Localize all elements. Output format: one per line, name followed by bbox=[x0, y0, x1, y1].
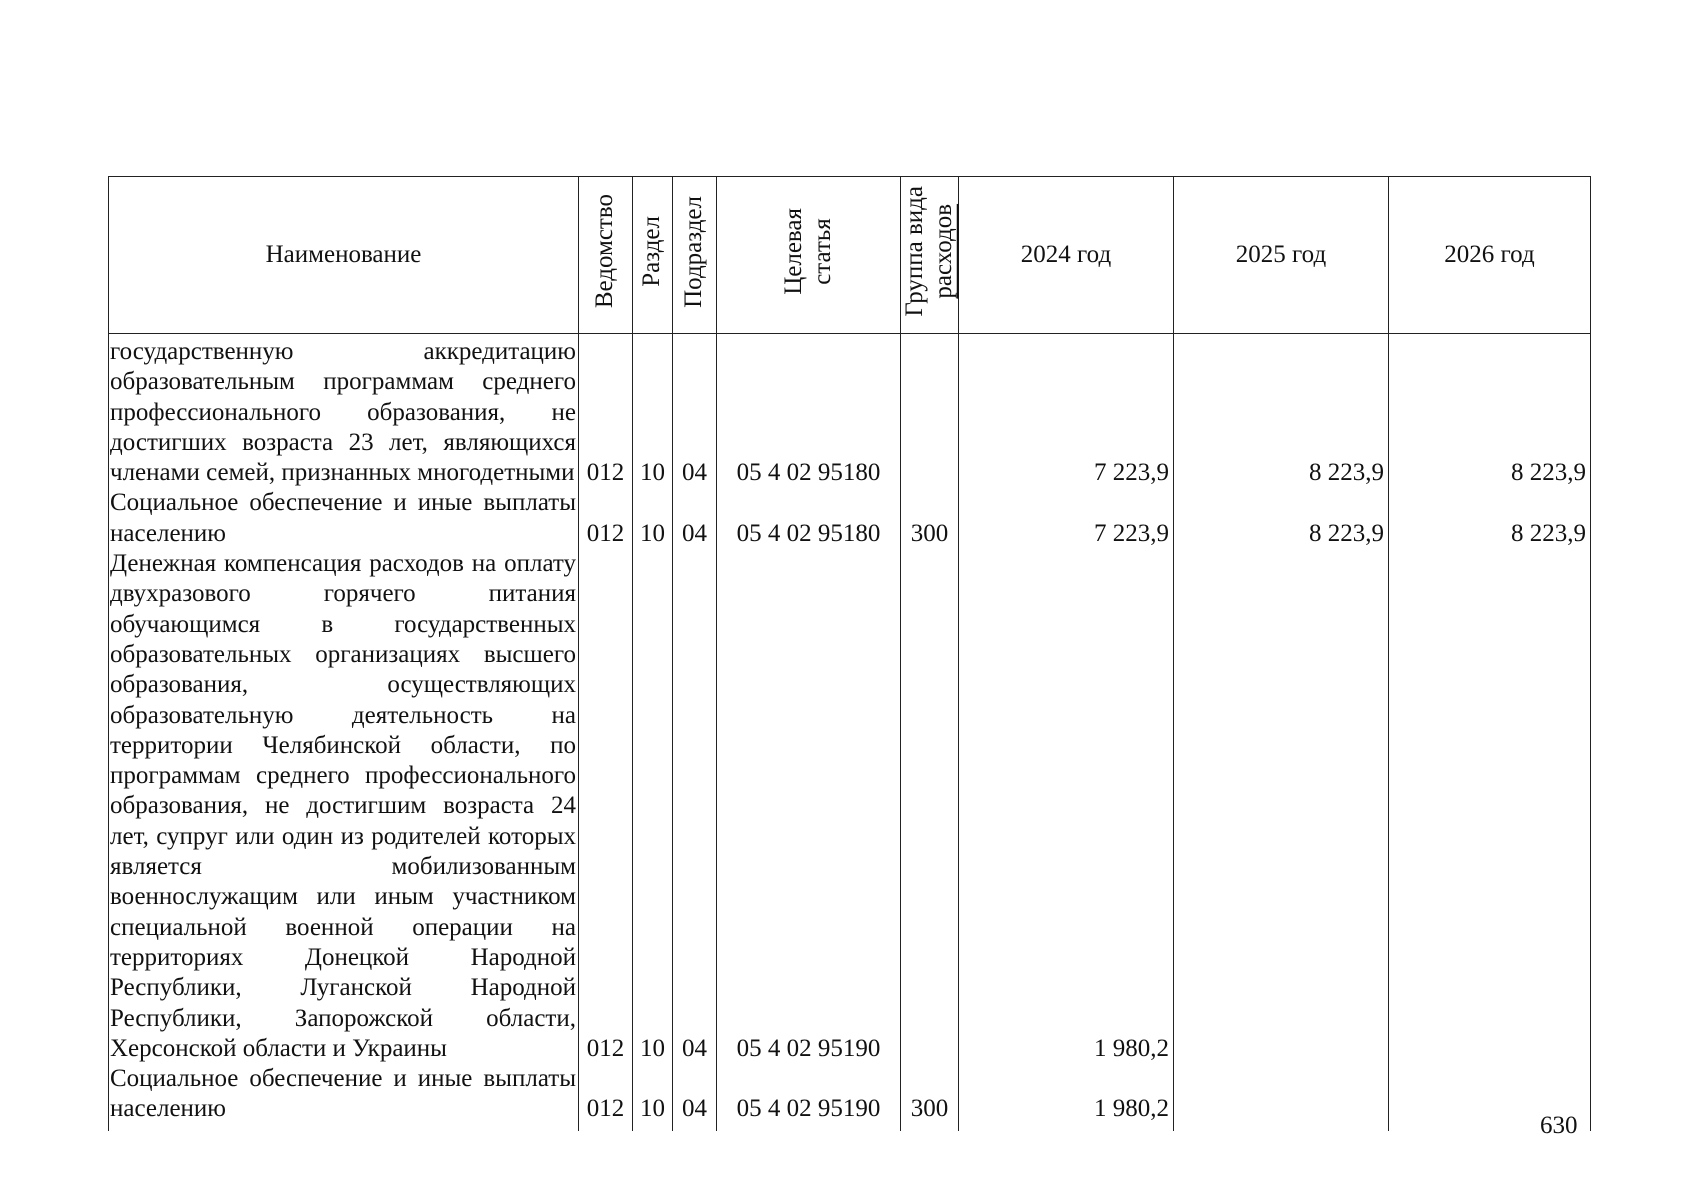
row-rz: 10 bbox=[633, 549, 673, 1064]
header-2024: 2024 год bbox=[959, 177, 1174, 334]
row-2026: 8 223,9 bbox=[1389, 334, 1591, 489]
row-2026 bbox=[1389, 549, 1591, 1064]
row-rz: 10 bbox=[633, 1064, 673, 1131]
row-cs: 05 4 02 95190 bbox=[717, 1064, 901, 1131]
row-pr: 04 bbox=[673, 334, 717, 489]
row-2025 bbox=[1174, 1064, 1389, 1131]
row-name: Денежная компенсация расходов на оплату двухразового горячего питания обучающимся в государственных образовательных организациях высшего образования, осуществляющих образовательную деятельность на территории Челябинской области, по программам среднего профессионального образования, не достигшим возраста 24 лет, супруг или один из родителей которых является мобилизованным военнослужащим или иным участником специальной военной операции на территориях Донецкой Народной Республики, Луганской Народной Республики, Запорожской области, Херсонской области и Украины bbox=[109, 549, 579, 1064]
row-pr: 04 bbox=[673, 549, 717, 1064]
row-ved: 012 bbox=[579, 488, 633, 549]
row-2025: 8 223,9 bbox=[1174, 488, 1389, 549]
row-ved: 012 bbox=[579, 549, 633, 1064]
row-2026: 8 223,9 bbox=[1389, 488, 1591, 549]
table-body bbox=[109, 334, 1591, 1131]
row-2024: 7 223,9 bbox=[959, 334, 1174, 489]
row-ved: 012 bbox=[579, 1064, 633, 1131]
table-row bbox=[109, 549, 1591, 1064]
row-vr: 300 bbox=[901, 1064, 959, 1131]
header-name: Наименование bbox=[109, 177, 579, 334]
row-2025 bbox=[1174, 549, 1389, 1064]
row-cs: 05 4 02 95190 bbox=[717, 549, 901, 1064]
header-gruppa-vida-raskhodov: Группа вида расходов bbox=[901, 177, 959, 334]
table-row bbox=[109, 1064, 1591, 1131]
table-row bbox=[109, 488, 1591, 549]
row-2024: 1 980,2 bbox=[959, 549, 1174, 1064]
header-tselevaya-statya: Целевая статья bbox=[717, 177, 901, 334]
header-vedomstvo: Ведомство bbox=[579, 177, 633, 334]
row-vr bbox=[901, 549, 959, 1064]
header-podrazdel: Подраздел bbox=[673, 177, 717, 334]
page-number: 630 bbox=[1540, 1112, 1578, 1139]
header-2025: 2025 год bbox=[1174, 177, 1389, 334]
row-vr: 300 bbox=[901, 488, 959, 549]
row-ved: 012 bbox=[579, 334, 633, 489]
row-name: Социальное обеспечение и иные выплаты населению bbox=[109, 1064, 579, 1131]
row-name: Социальное обеспечение и иные выплаты населению bbox=[109, 488, 579, 549]
budget-table-container bbox=[108, 176, 1590, 1131]
row-cs: 05 4 02 95180 bbox=[717, 488, 901, 549]
table-header bbox=[109, 177, 1591, 334]
row-cs: 05 4 02 95180 bbox=[717, 334, 901, 489]
header-2026: 2026 год bbox=[1389, 177, 1591, 334]
header-razdel: Раздел bbox=[633, 177, 673, 334]
row-pr: 04 bbox=[673, 1064, 717, 1131]
row-rz: 10 bbox=[633, 334, 673, 489]
row-2025: 8 223,9 bbox=[1174, 334, 1389, 489]
row-rz: 10 bbox=[633, 488, 673, 549]
table-row bbox=[109, 334, 1591, 489]
row-vr bbox=[901, 334, 959, 489]
row-2024: 7 223,9 bbox=[959, 488, 1174, 549]
header-row bbox=[109, 177, 1591, 334]
row-name: государственную аккредитацию образовательным программам среднего профессионального образования, не достигших возраста 23 лет, являющихся членами семей, признанных многодетными bbox=[109, 334, 579, 489]
budget-table bbox=[108, 176, 1591, 1131]
row-pr: 04 bbox=[673, 488, 717, 549]
row-2024: 1 980,2 bbox=[959, 1064, 1174, 1131]
